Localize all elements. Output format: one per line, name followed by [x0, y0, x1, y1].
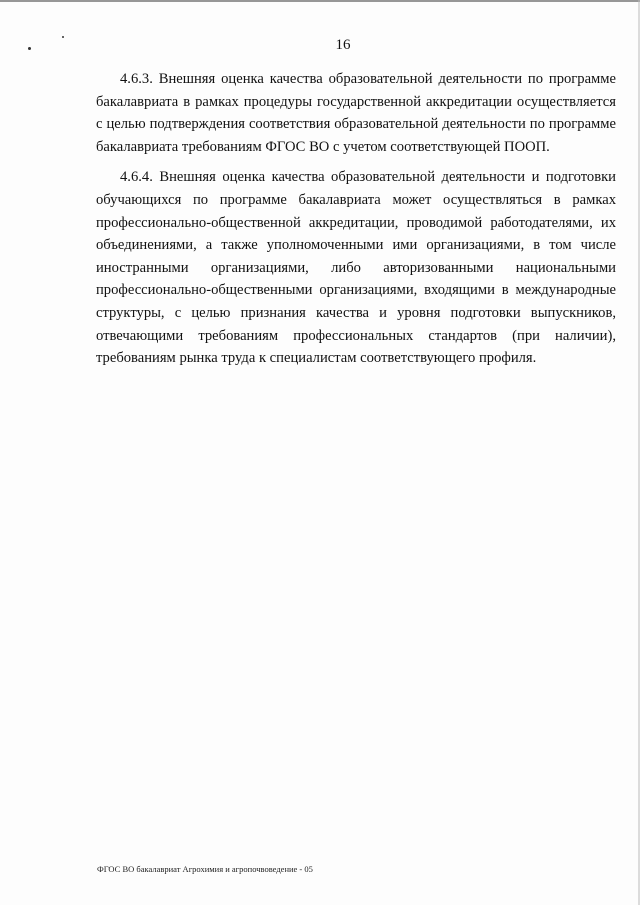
scan-top-edge — [0, 0, 640, 2]
paragraph-4-6-3: 4.6.3. Внешняя оценка качества образовательной деятельности по программе бакалавриата в рамках процедуры государственной аккредитации осуществляется с целью подтверждения соответствия образовательной деятельности по программе бакалавриата требованиям ФГОС ВО с учетом соответствующей ПООП. — [96, 71, 616, 155]
paragraph-4-6-4: 4.6.4. Внешняя оценка качества образовательной деятельности и подготовки обучающихся по программе бакалавриата может осуществляться в рамках профессионально-общественной аккредитации, проводимой работодателями, их объединениями, а также уполномоченными ими организациями, в том числе иностранными организациями, либо авторизованными национальными профессионально-общественными организациями, входящими в международные структуры, с целью признания качества и уровня подготовки выпускников, отвечающими требованиям профессиональных стандартов (при наличии), требованиям рынка труда к специалистам соответствующего профиля. — [96, 169, 616, 367]
page-number: 16 — [335, 37, 351, 53]
footer-label: ФГОС ВО бакалавриат Агрохимия и агропочвоведение - 05 — [97, 864, 313, 874]
body-text — [96, 68, 616, 378]
